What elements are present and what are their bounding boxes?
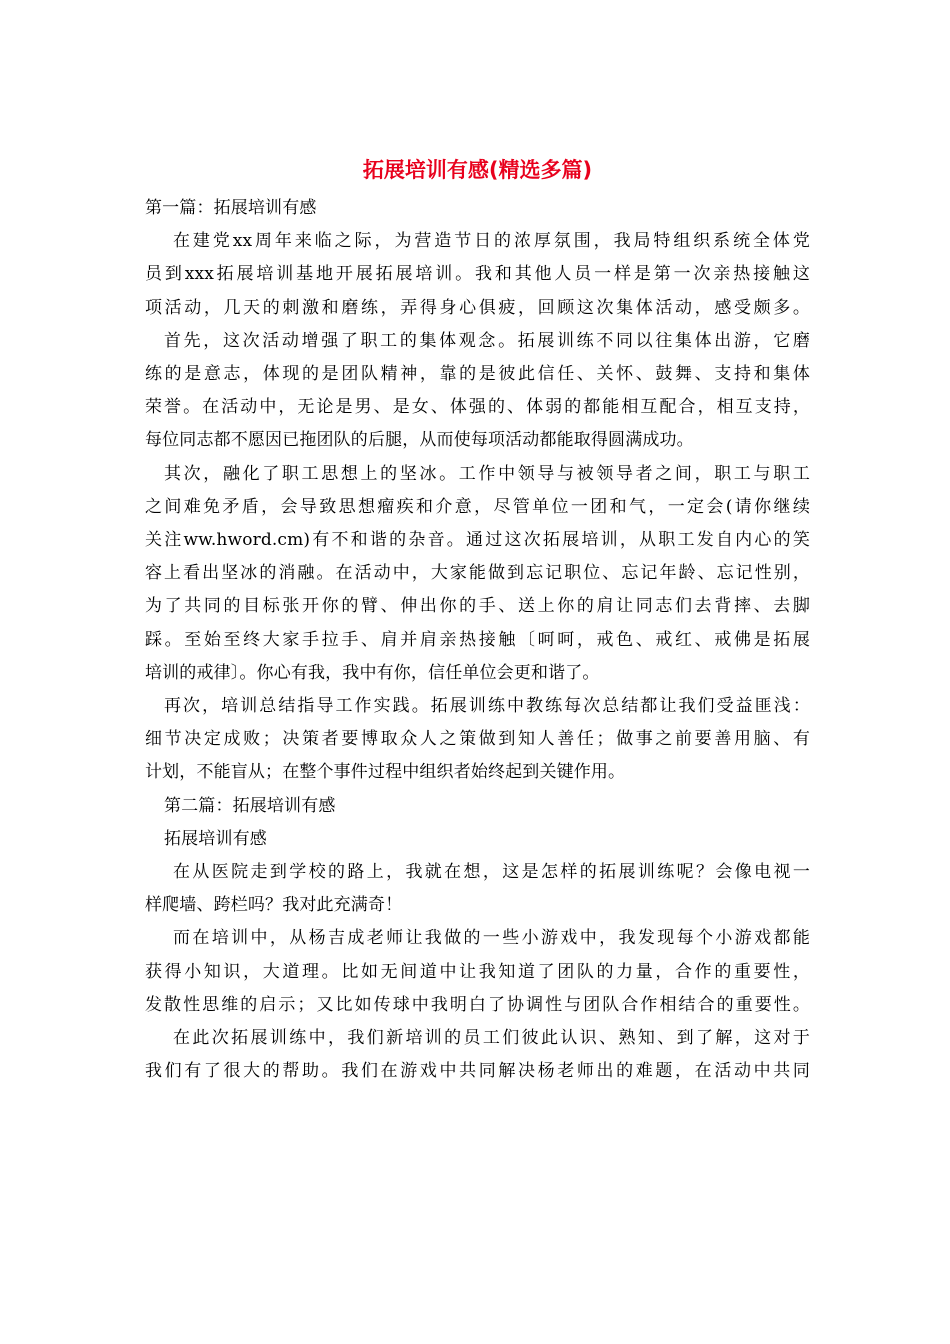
text-line: 在建党xx周年来临之际，为营造节日的浓厚氛围，我局特组织系统全体党 (173, 231, 810, 252)
text-line: 项活动，几天的刺激和磨练，弄得身心俱疲，回顾这次集体活动，感受颇多。 (145, 297, 810, 318)
text-line: 关注ww.hword.cm)有不和谐的杂音。通过这次拓展培训，从职工发自内心的笑 (145, 530, 810, 551)
text-line: 在从医院走到学校的路上，我就在想，这是怎样的拓展训练呢？会像电视一 (173, 862, 810, 883)
text-line: 首先，这次活动增强了职工的集体观念。拓展训练不同以往集体出游，它磨 (164, 330, 810, 351)
text-line: 第二篇：拓展培训有感 (164, 795, 336, 816)
text-line: 发散性思维的启示；又比如传球中我明白了协调性与团队合作相结合的重要性。 (145, 994, 810, 1015)
document-body (145, 192, 810, 1088)
text-line: 荣誉。在活动中，无论是男、是女、体强的、体弱的都能相互配合，相互支持， (145, 397, 810, 418)
text-line: 而在培训中，从杨吉成老师让我做的一些小游戏中，我发现每个小游戏都能 (173, 928, 810, 949)
text-line: 获得小知识，大道理。比如无间道中让我知道了团队的力量，合作的重要性， (145, 961, 810, 982)
text-line: 员到xxx拓展培训基地开展拓展培训。我和其他人员一样是第一次亲热接触这 (145, 264, 810, 285)
text-line: 容上看出坚冰的消融。在活动中，大家能做到忘记职位、忘记年龄、忘记性别， (145, 563, 810, 584)
text-line: 之间难免矛盾，会导致思想瘤疾和介意，尽管单位一团和气，一定会(请你继续 (145, 496, 810, 517)
text-line: 其次，融化了职工思想上的坚冰。工作中领导与被领导者之间，职工与职工 (164, 463, 810, 484)
text-line: 再次，培训总结指导工作实践。拓展训练中教练每次总结都让我们受益匪浅： (164, 696, 810, 717)
text-line: 计划，不能盲从；在整个事件过程中组织者始终起到关键作用。 (145, 762, 626, 783)
document-page (145, 150, 810, 1088)
text-line: 为了共同的目标张开你的臂、伸出你的手、送上你的肩让同志们去背摔、去脚 (145, 596, 810, 617)
text-line: 细节决定成败；决策者要博取众人之策做到知人善任；做事之前要善用脑、有 (145, 729, 810, 750)
text-line: 踩。至始至终大家手拉手、肩并肩亲热接触〔呵呵，戒色、戒红、戒佛是拓展 (145, 629, 810, 650)
text-line: 每位同志都不愿因已拖团队的后腿，从而使每项活动都能取得圆满成功。 (145, 430, 694, 451)
text-line: 在此次拓展训练中，我们新培训的员工们彼此认识、熟知、到了解，这对于 (173, 1028, 810, 1049)
text-line: 拓展培训有感 (164, 828, 267, 849)
text-line: 第一篇：拓展培训有感 (145, 198, 317, 218)
text-line: 练的是意志，体现的是团队精神，靠的是彼此信任、关怀、鼓舞、支持和集体 (145, 364, 810, 385)
text-line: 样爬墙、跨栏吗？我对此充满奇！ (145, 895, 403, 916)
text-line: 培训的戒律〕。你心有我，我中有你，信任单位会更和谐了。 (145, 662, 600, 683)
document-title: 拓展培训有感(精选多篇) (362, 158, 593, 182)
text-line: 我们有了很大的帮助。我们在游戏中共同解决杨老师出的难题，在活动中共同 (145, 1061, 810, 1082)
